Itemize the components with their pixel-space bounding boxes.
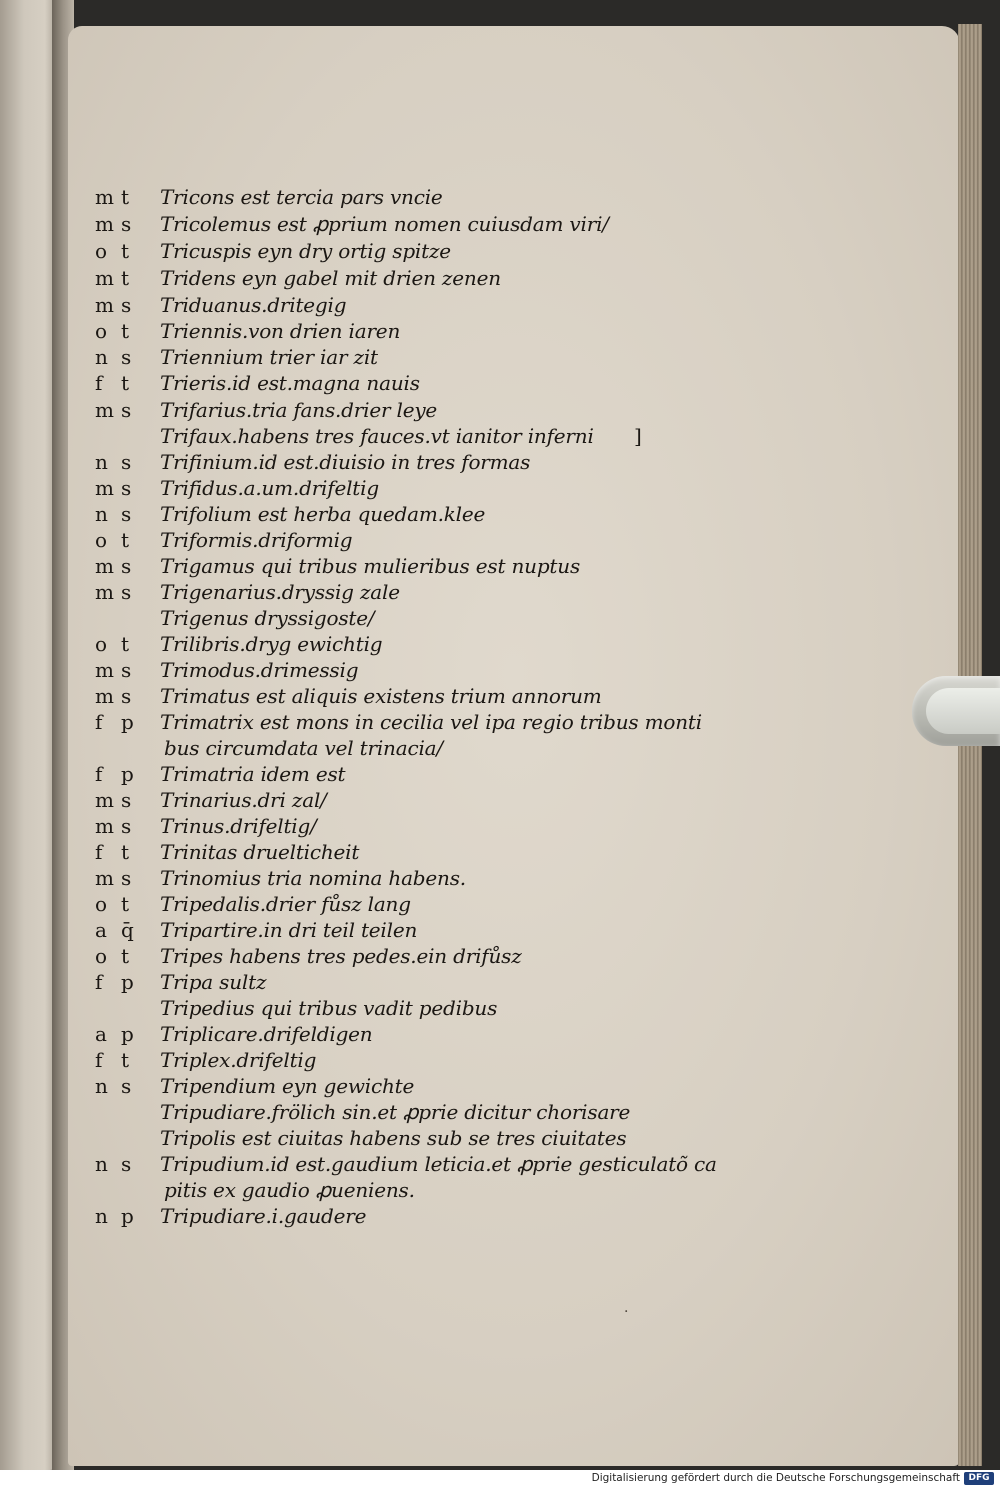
grammar-gender-mark: n [95, 450, 108, 474]
entry-text: Tripedius qui tribus vadit pedibus [160, 996, 498, 1020]
entry-row [0, 423, 1000, 449]
entry-row [0, 1099, 1000, 1125]
grammar-declension-mark: s [121, 345, 132, 369]
grammar-gender-mark: m [95, 866, 114, 890]
entry-row [0, 449, 1000, 475]
entry-text: Tridens eyn gabel mit drien zenen [160, 266, 501, 290]
grammar-declension-mark: s [121, 788, 132, 812]
entry-row [0, 344, 1000, 370]
grammar-gender-mark: m [95, 185, 114, 209]
entry-text: Tricons est tercia pars vncie [160, 185, 443, 209]
entry-text: Tricolemus est ꝓprium nomen cuiusdam viri/ [160, 212, 609, 236]
entry-row [0, 761, 1000, 787]
entry-row [0, 579, 1000, 605]
grammar-declension-mark: s [121, 293, 132, 317]
entry-row [0, 787, 1000, 813]
entry-row [0, 184, 1000, 210]
entry-text: Triennium trier iar zit [160, 345, 378, 369]
entry-text: Trimatria idem est [160, 762, 346, 786]
entry-text: pitis ex gaudio ꝓueniens. [164, 1178, 415, 1202]
margin-bracket: ] [634, 424, 642, 448]
entry-text: Tricuspis eyn dry ortig spitze [160, 239, 451, 263]
grammar-declension-mark: p [121, 970, 134, 994]
entry-text: Trinarius.dri zal/ [160, 788, 327, 812]
grammar-declension-mark: s [121, 684, 132, 708]
entry-text: Trigenus dryssigoste/ [160, 606, 375, 630]
entry-row [0, 735, 1000, 761]
entry-text: Trifidus.a.um.drifeltig [160, 476, 379, 500]
page-mark: · [624, 1304, 629, 1320]
grammar-declension-mark: p [121, 1204, 134, 1228]
grammar-declension-mark: t [121, 185, 130, 209]
page-holder-clip-inner [926, 688, 1000, 734]
grammar-gender-mark: o [95, 632, 108, 656]
grammar-gender-mark: a [95, 1022, 107, 1046]
entry-row [0, 995, 1000, 1021]
entry-text: Trifolium est herba quedam.klee [160, 502, 486, 526]
entry-text: Trimatrix est mons in cecilia vel ipa regio tribus monti [160, 710, 702, 734]
entry-text: Tripartire.in dri teil teilen [160, 918, 418, 942]
grammar-declension-mark: t [121, 239, 130, 263]
grammar-gender-mark: f [95, 762, 103, 786]
grammar-gender-mark: n [95, 502, 108, 526]
entry-row [0, 943, 1000, 969]
grammar-declension-mark: s [121, 580, 132, 604]
grammar-gender-mark: f [95, 371, 103, 395]
grammar-declension-mark: t [121, 266, 130, 290]
entry-text: Triplicare.drifeldigen [160, 1022, 373, 1046]
grammar-declension-mark: p [121, 762, 134, 786]
entry-row [0, 605, 1000, 631]
grammar-declension-mark: t [121, 528, 130, 552]
entry-row [0, 969, 1000, 995]
grammar-declension-mark: t [121, 632, 130, 656]
entry-row [0, 917, 1000, 943]
grammar-gender-mark: m [95, 476, 114, 500]
entry-text: Trilibris.dryg ewichtig [160, 632, 383, 656]
entry-row [0, 657, 1000, 683]
grammar-gender-mark: m [95, 788, 114, 812]
grammar-gender-mark: m [95, 814, 114, 838]
grammar-gender-mark: m [95, 554, 114, 578]
grammar-declension-mark: t [121, 319, 130, 343]
entry-text: Triplex.drifeltig [160, 1048, 317, 1072]
grammar-gender-mark: m [95, 684, 114, 708]
entry-text: Tripa sultz [160, 970, 267, 994]
entry-row [0, 1047, 1000, 1073]
entry-row [0, 238, 1000, 264]
entry-row [0, 1177, 1000, 1203]
entry-row [0, 1151, 1000, 1177]
entry-text: Triformis.driformig [160, 528, 353, 552]
entry-text: Trifinium.id est.diuisio in tres formas [160, 450, 531, 474]
entry-row [0, 397, 1000, 423]
grammar-declension-mark: p [121, 1022, 134, 1046]
grammar-declension-mark: s [121, 866, 132, 890]
grammar-declension-mark: s [121, 1152, 132, 1176]
grammar-declension-mark: t [121, 944, 130, 968]
entry-row [0, 683, 1000, 709]
grammar-gender-mark: n [95, 345, 108, 369]
grammar-declension-mark: p [121, 710, 134, 734]
grammar-declension-mark: t [121, 371, 130, 395]
entry-row [0, 211, 1000, 237]
grammar-declension-mark: s [121, 502, 132, 526]
entry-row [0, 292, 1000, 318]
grammar-gender-mark: m [95, 580, 114, 604]
grammar-gender-mark: n [95, 1204, 108, 1228]
entry-row [0, 475, 1000, 501]
grammar-gender-mark: f [95, 1048, 103, 1072]
entry-row [0, 865, 1000, 891]
entry-text: Trimodus.drimessig [160, 658, 359, 682]
grammar-gender-mark: a [95, 918, 107, 942]
grammar-declension-mark: q̄ [121, 918, 134, 942]
entry-row [0, 1021, 1000, 1047]
entry-row [0, 709, 1000, 735]
grammar-declension-mark: s [121, 1074, 132, 1098]
entry-text: Tripendium eyn gewichte [160, 1074, 415, 1098]
grammar-declension-mark: t [121, 892, 130, 916]
grammar-gender-mark: m [95, 658, 114, 682]
entry-text: Trigenarius.dryssig zale [160, 580, 400, 604]
entry-text: Tripolis est ciuitas habens sub se tres ciuitates [160, 1126, 627, 1150]
entry-text: Triduanus.dritegig [160, 293, 347, 317]
entry-row [0, 527, 1000, 553]
entry-row [0, 813, 1000, 839]
grammar-gender-mark: o [95, 944, 108, 968]
grammar-declension-mark: s [121, 814, 132, 838]
entry-row [0, 501, 1000, 527]
entry-text: Trimatus est aliquis existens trium annorum [160, 684, 602, 708]
grammar-gender-mark: f [95, 710, 103, 734]
grammar-gender-mark: m [95, 212, 114, 236]
entry-text: Trieris.id est.magna nauis [160, 371, 420, 395]
grammar-gender-mark: f [95, 840, 103, 864]
grammar-gender-mark: o [95, 892, 108, 916]
grammar-declension-mark: s [121, 212, 132, 236]
grammar-gender-mark: n [95, 1152, 108, 1176]
page-holder-clip [912, 676, 1000, 746]
entry-row [0, 891, 1000, 917]
entry-row [0, 1203, 1000, 1229]
entry-text: Trifaux.habens tres fauces.vt ianitor inferni [160, 424, 594, 448]
dfg-logo-icon: DFG [964, 1472, 994, 1485]
entry-text: bus circumdata vel trinacia/ [164, 736, 443, 760]
entry-row [0, 265, 1000, 291]
grammar-gender-mark: o [95, 319, 108, 343]
entry-row [0, 839, 1000, 865]
grammar-gender-mark: o [95, 239, 108, 263]
grammar-gender-mark: o [95, 528, 108, 552]
entry-row [0, 631, 1000, 657]
entry-text: Trifarius.tria fans.drier leye [160, 398, 438, 422]
entry-text: Trinus.drifeltig/ [160, 814, 317, 838]
entry-text: Tripedalis.drier fůsz lang [160, 892, 411, 916]
entry-text: Triennis.von drien iaren [160, 319, 401, 343]
grammar-declension-mark: t [121, 840, 130, 864]
grammar-gender-mark: m [95, 398, 114, 422]
grammar-gender-mark: m [95, 266, 114, 290]
grammar-declension-mark: t [121, 1048, 130, 1072]
grammar-declension-mark: s [121, 476, 132, 500]
entry-row [0, 1073, 1000, 1099]
funding-credit: Digitalisierung gefördert durch die Deutsche Forschungsgemeinschaft [591, 1472, 960, 1484]
grammar-declension-mark: s [121, 658, 132, 682]
entry-text: Tripudium.id est.gaudium leticia.et ꝓprie gesticulatõ ca [160, 1152, 717, 1176]
entry-row [0, 370, 1000, 396]
grammar-gender-mark: f [95, 970, 103, 994]
entry-text: Trigamus qui tribus mulieribus est nuptus [160, 554, 581, 578]
grammar-declension-mark: s [121, 398, 132, 422]
entry-row [0, 1125, 1000, 1151]
entry-text: Tripudiare.i.gaudere [160, 1204, 367, 1228]
entry-text: Trinitas druelticheit [160, 840, 360, 864]
entry-text: Trinomius tria nomina habens. [160, 866, 466, 890]
entry-row [0, 553, 1000, 579]
entry-text: Tripudiare.frölich sin.et ꝓprie dicitur chorisare [160, 1100, 631, 1124]
grammar-gender-mark: n [95, 1074, 108, 1098]
grammar-gender-mark: m [95, 293, 114, 317]
grammar-declension-mark: s [121, 450, 132, 474]
entry-text: Tripes habens tres pedes.ein drifůsz [160, 944, 522, 968]
grammar-declension-mark: s [121, 554, 132, 578]
entry-row [0, 318, 1000, 344]
